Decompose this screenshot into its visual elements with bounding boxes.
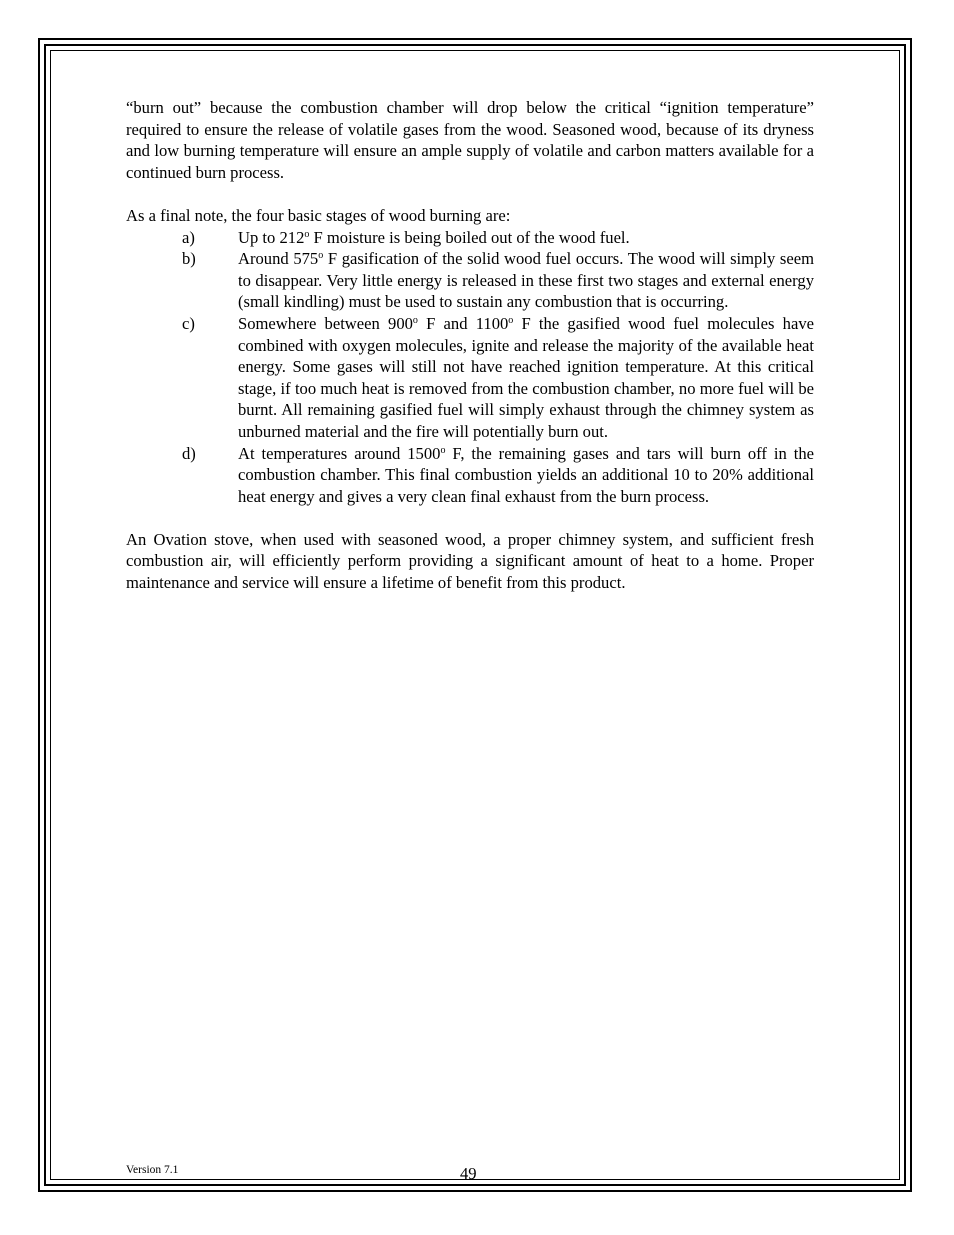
paragraph-burn-out: “burn out” because the combustion chamber will drop below the critical “ignition temperature” required to ensure the release of volatile gases from the wood. Seasoned wood, because of its dryness and low burning temperature will ensure an ample supply of volatile and carbon matters available for a continued burn process. — [126, 98, 814, 182]
footer-version: Version 7.1 — [126, 1164, 179, 1176]
list-item-text: At temperatures around 1500$^o$ F, the remaining gases and tars will burn off in the combustion chamber. This final combustion yields an additional 10 to 20% additional heat energy and gives a very clean final exhaust from the burn process. — [238, 443, 814, 506]
list-item-letter: c) — [182, 313, 195, 333]
list-item-letter: a) — [182, 227, 195, 247]
page-content — [126, 97, 814, 594]
list-item-a — [126, 227, 814, 249]
footer-page-number: 49 — [460, 1164, 477, 1183]
list-item-b — [126, 248, 814, 313]
list-item-letter: d) — [182, 443, 196, 463]
list-item-letter: b) — [182, 249, 196, 269]
list-intro: As a final note, the four basic stages of wood burning are: — [126, 205, 511, 225]
list-item-d — [126, 443, 814, 508]
list-item-text: Up to 212$^o$ F moisture is being boiled out of the wood fuel. — [238, 227, 630, 247]
list-item-c — [126, 313, 814, 443]
list-item-text: Somewhere between 900$^o$ F and 1100$^o$ F the gasified wood fuel molecules have combined with oxygen molecules, ignite and release the majority of the available heat energy. Some gases will still not have reached ignition temperature. At this critical stage, if too much heat is removed from the combustion chamber, no more fuel will be burnt. All remaining gasified fuel will simply exhaust through the chimney system as unburned material and the fire will potentially burn out. — [238, 313, 814, 441]
paragraph-ovation-stove: An Ovation stove, when used with seasoned wood, a proper chimney system, and sufficient fresh combustion air, will efficiently perform providing a significant amount of heat to a home. Proper maintenance and service will ensure a lifetime of benefit from this product. — [126, 529, 814, 593]
list-item-text: Around 575$^o$ F gasification of the solid wood fuel occurs. The wood will simply seem to disappear. Very little energy is released in these first two stages and external energy (small kindling) must be used to sustain any combustion that is occurring. — [238, 249, 814, 312]
